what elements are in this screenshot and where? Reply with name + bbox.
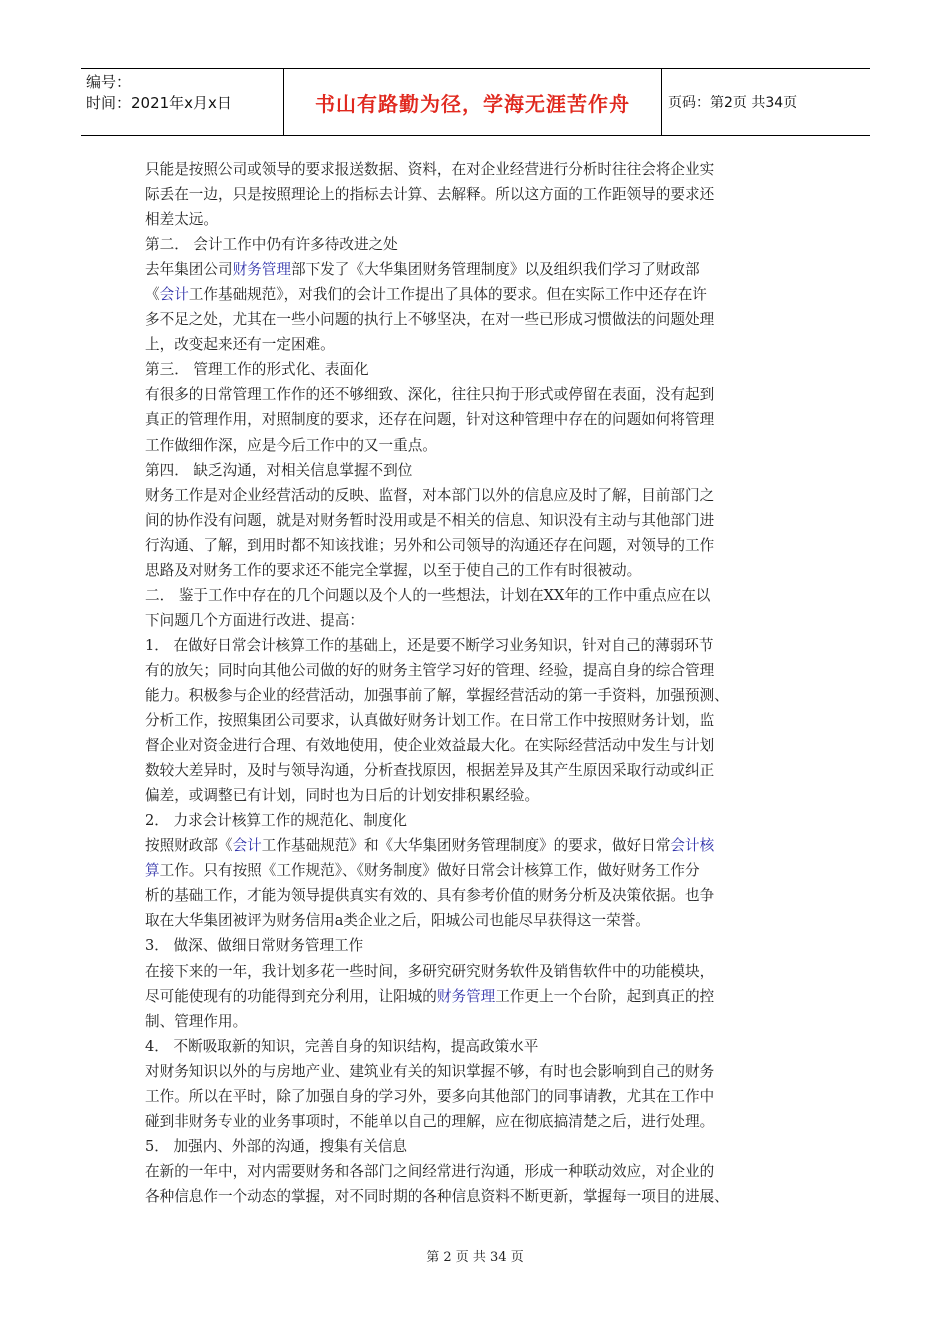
numbered-item: 1． 在做好日常会计核算工作的基础上，还是要不断学习业务知识，针对自己的薄弱环节 (145, 636, 714, 654)
text-span: 工作。只有按照《工作规范》、《财务制度》做好日常会计核算工作，做好财务工作分 (159, 862, 700, 880)
body-line: 行沟通、了解，到用时都不知该找谁；另外和公司领导的沟通还存在问题，对领导的工作 (145, 536, 715, 554)
numbered-item: 5． 加强内、外部的沟通，搜集有关信息 (145, 1137, 408, 1155)
text-span: 按照财政部《 (145, 837, 233, 855)
page-header (81, 68, 870, 136)
numbered-item: 2． 力求会计核算工作的规范化、制度化 (145, 812, 408, 830)
text-span: 尽可能使现有的功能得到充分利用，让阳城的 (145, 987, 437, 1005)
section-heading: 二． 鉴于工作中存在的几个问题以及个人的一些想法，计划在XX年的工作中重点应在以 (145, 586, 711, 604)
financial-management-link[interactable]: 财务管理 (436, 987, 496, 1005)
page-footer: 第 2 页 共 34 页 (426, 1250, 524, 1265)
numbered-item: 4． 不断吸取新的知识，完善自身的知识结构，提高政策水平 (145, 1037, 539, 1055)
body-line: 思路及对财务工作的要求还不能完全掌握，以至于使自己的工作有时很被动。 (145, 561, 642, 579)
body-line: 析的基础工作，才能为领导提供真实有效的、具有参考价值的财务分析及决策依据。也争 (145, 887, 715, 905)
body-line: 只能是按照公司或领导的要求报送数据、资料，在对企业经营进行分析时往往会将企业实 (145, 161, 715, 178)
body-line: 各种信息作一个动态的掌握，对不同时期的各种信息资料不断更新，掌握每一项目的进展、 (145, 1187, 729, 1205)
body-line (145, 833, 807, 858)
body-line: 工作做细作深，应是今后工作中的又一重点。 (145, 436, 437, 454)
body-line: 相差太远。 (145, 211, 218, 229)
body-line: 际丢在一边，只是按照理论上的指标去计算、去解释。所以这方面的工作距领导的要求还 (145, 186, 715, 204)
accounting-link[interactable]: 会计 (232, 837, 262, 855)
body-line: 对财务知识以外的与房地产业、建筑业有关的知识掌握不够，有时也会影响到自己的财务 (145, 1062, 715, 1080)
document-number-label: 编号： (86, 73, 132, 91)
body-line: 偏差，或调整已有计划，同时也为日后的计划安排积累经验。 (145, 787, 540, 805)
document-body (145, 157, 807, 1209)
body-line: 数较大差异时，及时与领导沟通，分析查找原因，根据差异及其产生原因采取行动或纠正 (145, 762, 715, 780)
text-span: 工作基础规范》，对我们的会计工作提出了具体的要求。但在实际工作中还存在许 (188, 286, 707, 304)
body-line: 间的协作没有问题，就是对财务暂时没用或是不相关的信息、知识没有主动与其他部门进 (145, 511, 715, 529)
text-span: 工作更上一个台阶，起到真正的控 (495, 987, 715, 1005)
body-line: 取在大华集团被评为财务信用a类企业之后，阳城公司也能尽早获得这一荣誉。 (145, 912, 650, 930)
body-line: 有很多的日常管理工作作的还不够细致、深化，往往只拘于形式或停留在表面，没有起到 (145, 386, 715, 404)
accounting-calculation-link-cont[interactable]: 算 (145, 862, 160, 880)
section-heading: 第二． 会计工作中仍有许多待改进之处 (145, 236, 398, 254)
header-motto: 书山有路勤为径，学海无涯苦作舟 (284, 69, 662, 135)
body-line: 分析工作，按照集团公司要求，认真做好财务计划工作。在日常工作中按照财务计划，监 (145, 712, 715, 730)
body-line: 工作。所以在平时，除了加强自身的学习外，要多向其他部门的同事请教，尤其在工作中 (145, 1087, 715, 1105)
text-span: 部下发了《大华集团财务管理制度》以及组织我们学习了财政部 (290, 261, 700, 279)
body-line: 在新的一年中，对内需要财务和各部门之间经常进行沟通，形成一种联动效应，对企业的 (145, 1162, 715, 1180)
body-line: 碰到非财务专业的业务事项时，不能单以自己的理解，应在彻底搞清楚之后，进行处理。 (145, 1112, 715, 1130)
body-line: 能力。积极参与企业的经营活动，加强事前了解，掌握经营活动的第一手资料，加强预测、 (145, 686, 729, 704)
section-heading: 第三． 管理工作的形式化、表面化 (145, 361, 369, 379)
accounting-link[interactable]: 会计 (159, 286, 189, 304)
text-span: 《 (145, 286, 160, 304)
header-meta (81, 69, 284, 135)
text-span: 去年集团公司 (145, 261, 233, 279)
body-line: 真正的管理作用，对照制度的要求，还存在问题，针对这种管理中存在的问题如何将管理 (145, 411, 715, 429)
body-line (145, 858, 807, 883)
numbered-item: 3． 做深、做细日常财务管理工作 (145, 937, 364, 955)
header-page-number: 页码：第2页 共34页 (668, 95, 798, 111)
body-line: 在接下来的一年，我计划多花一些时间，多研究研究财务软件及销售软件中的功能模块， (145, 962, 715, 980)
body-line: 上，改变起来还有一定困难。 (145, 336, 335, 354)
section-heading: 第四． 缺乏沟通，对相关信息掌握不到位 (145, 461, 413, 479)
body-line (145, 282, 807, 307)
text-span: 工作基础规范》和《大华集团财务管理制度》的要求，做好日常 (261, 837, 671, 855)
body-line (145, 984, 807, 1009)
document-date-label: 时间：2021年x月x日 (86, 94, 232, 112)
body-line: 有的放矢；同时向其他公司做的好的财务主管学习好的管理、经验，提高自身的综合管理 (145, 661, 715, 679)
body-line: 多不足之处，尤其在一些小问题的执行上不够坚决，在对一些已形成习惯做法的问题处理 (145, 311, 715, 329)
body-line: 督企业对资金进行合理、有效地使用，使企业效益最大化。在实际经营活动中发生与计划 (145, 737, 715, 755)
body-line: 下问题几个方面进行改进、提高： (145, 611, 364, 629)
accounting-calculation-link[interactable]: 会计核 (670, 837, 715, 855)
body-line (145, 257, 807, 282)
body-line: 制、管理作用。 (145, 1012, 248, 1030)
body-line: 财务工作是对企业经营活动的反映、监督，对本部门以外的信息应及时了解，目前部门之 (145, 486, 715, 504)
financial-management-link[interactable]: 财务管理 (232, 261, 291, 279)
